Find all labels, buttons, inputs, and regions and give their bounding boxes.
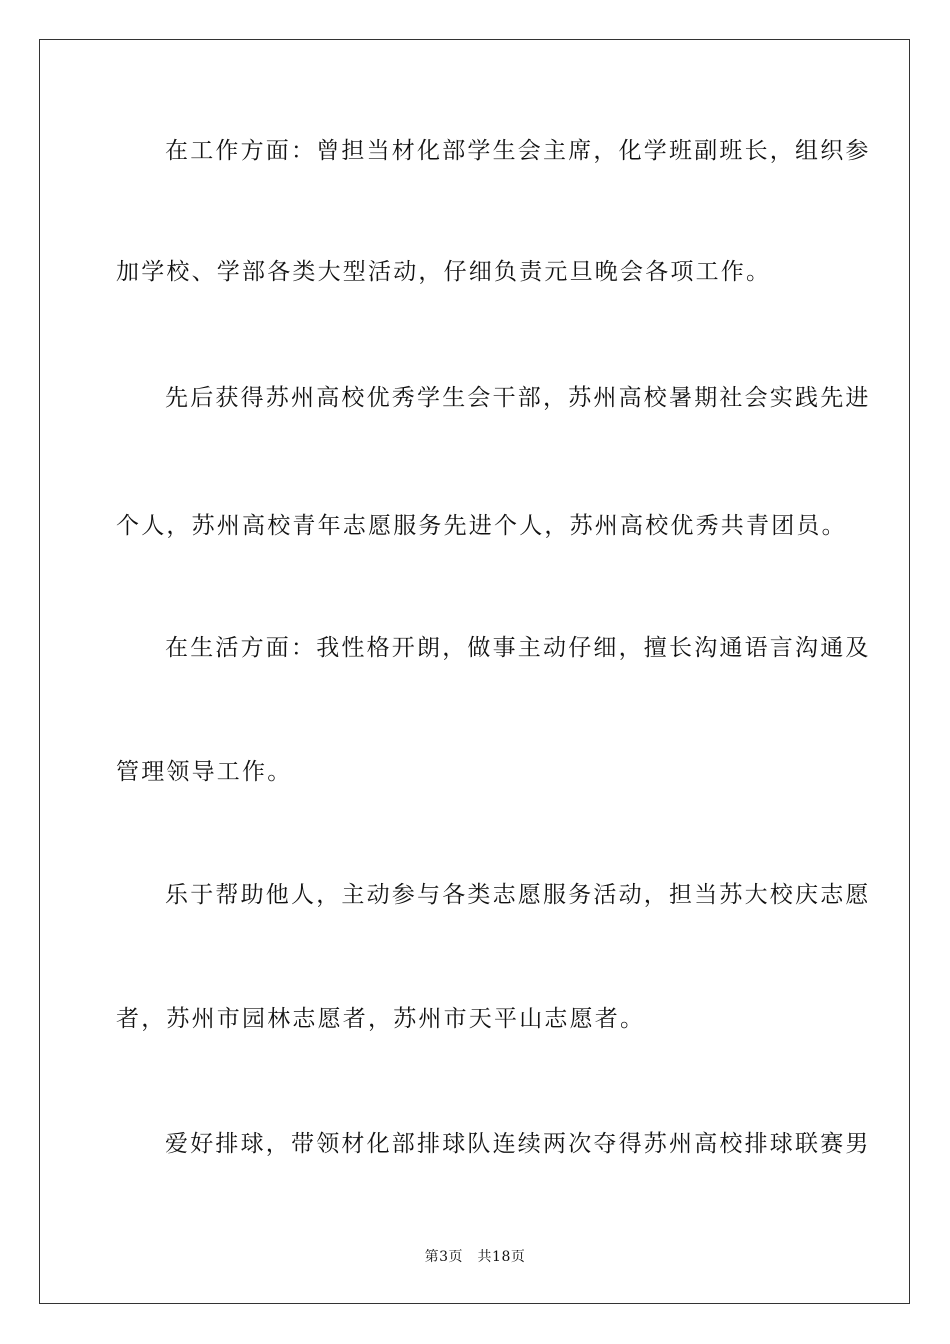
text-line-8: 者，苏州市园林志愿者，苏州市天平山志愿者。 xyxy=(116,1006,646,1032)
page-number-footer: 第3页 共18页 xyxy=(424,1249,526,1265)
text-line-3: 先后获得苏州高校优秀学生会干部，苏州高校暑期社会实践先进 xyxy=(165,385,871,411)
text-line-2: 加学校、学部各类大型活动，仔细负责元旦晚会各项工作。 xyxy=(116,259,772,285)
text-line-4: 个人，苏州高校青年志愿服务先进个人，苏州高校优秀共青团员。 xyxy=(116,513,847,539)
text-line-7: 乐于帮助他人，主动参与各类志愿服务活动，担当苏大校庆志愿 xyxy=(165,882,871,908)
text-line-1: 在工作方面：曾担当材化部学生会主席，化学班副班长，组织参 xyxy=(165,138,871,164)
page-frame xyxy=(39,39,910,1304)
text-line-5: 在生活方面：我性格开朗，做事主动仔细，擅长沟通语言沟通及 xyxy=(165,635,871,661)
text-line-9: 爱好排球，带领材化部排球队连续两次夺得苏州高校排球联赛男 xyxy=(165,1131,871,1157)
text-line-6: 管理领导工作。 xyxy=(116,759,293,785)
